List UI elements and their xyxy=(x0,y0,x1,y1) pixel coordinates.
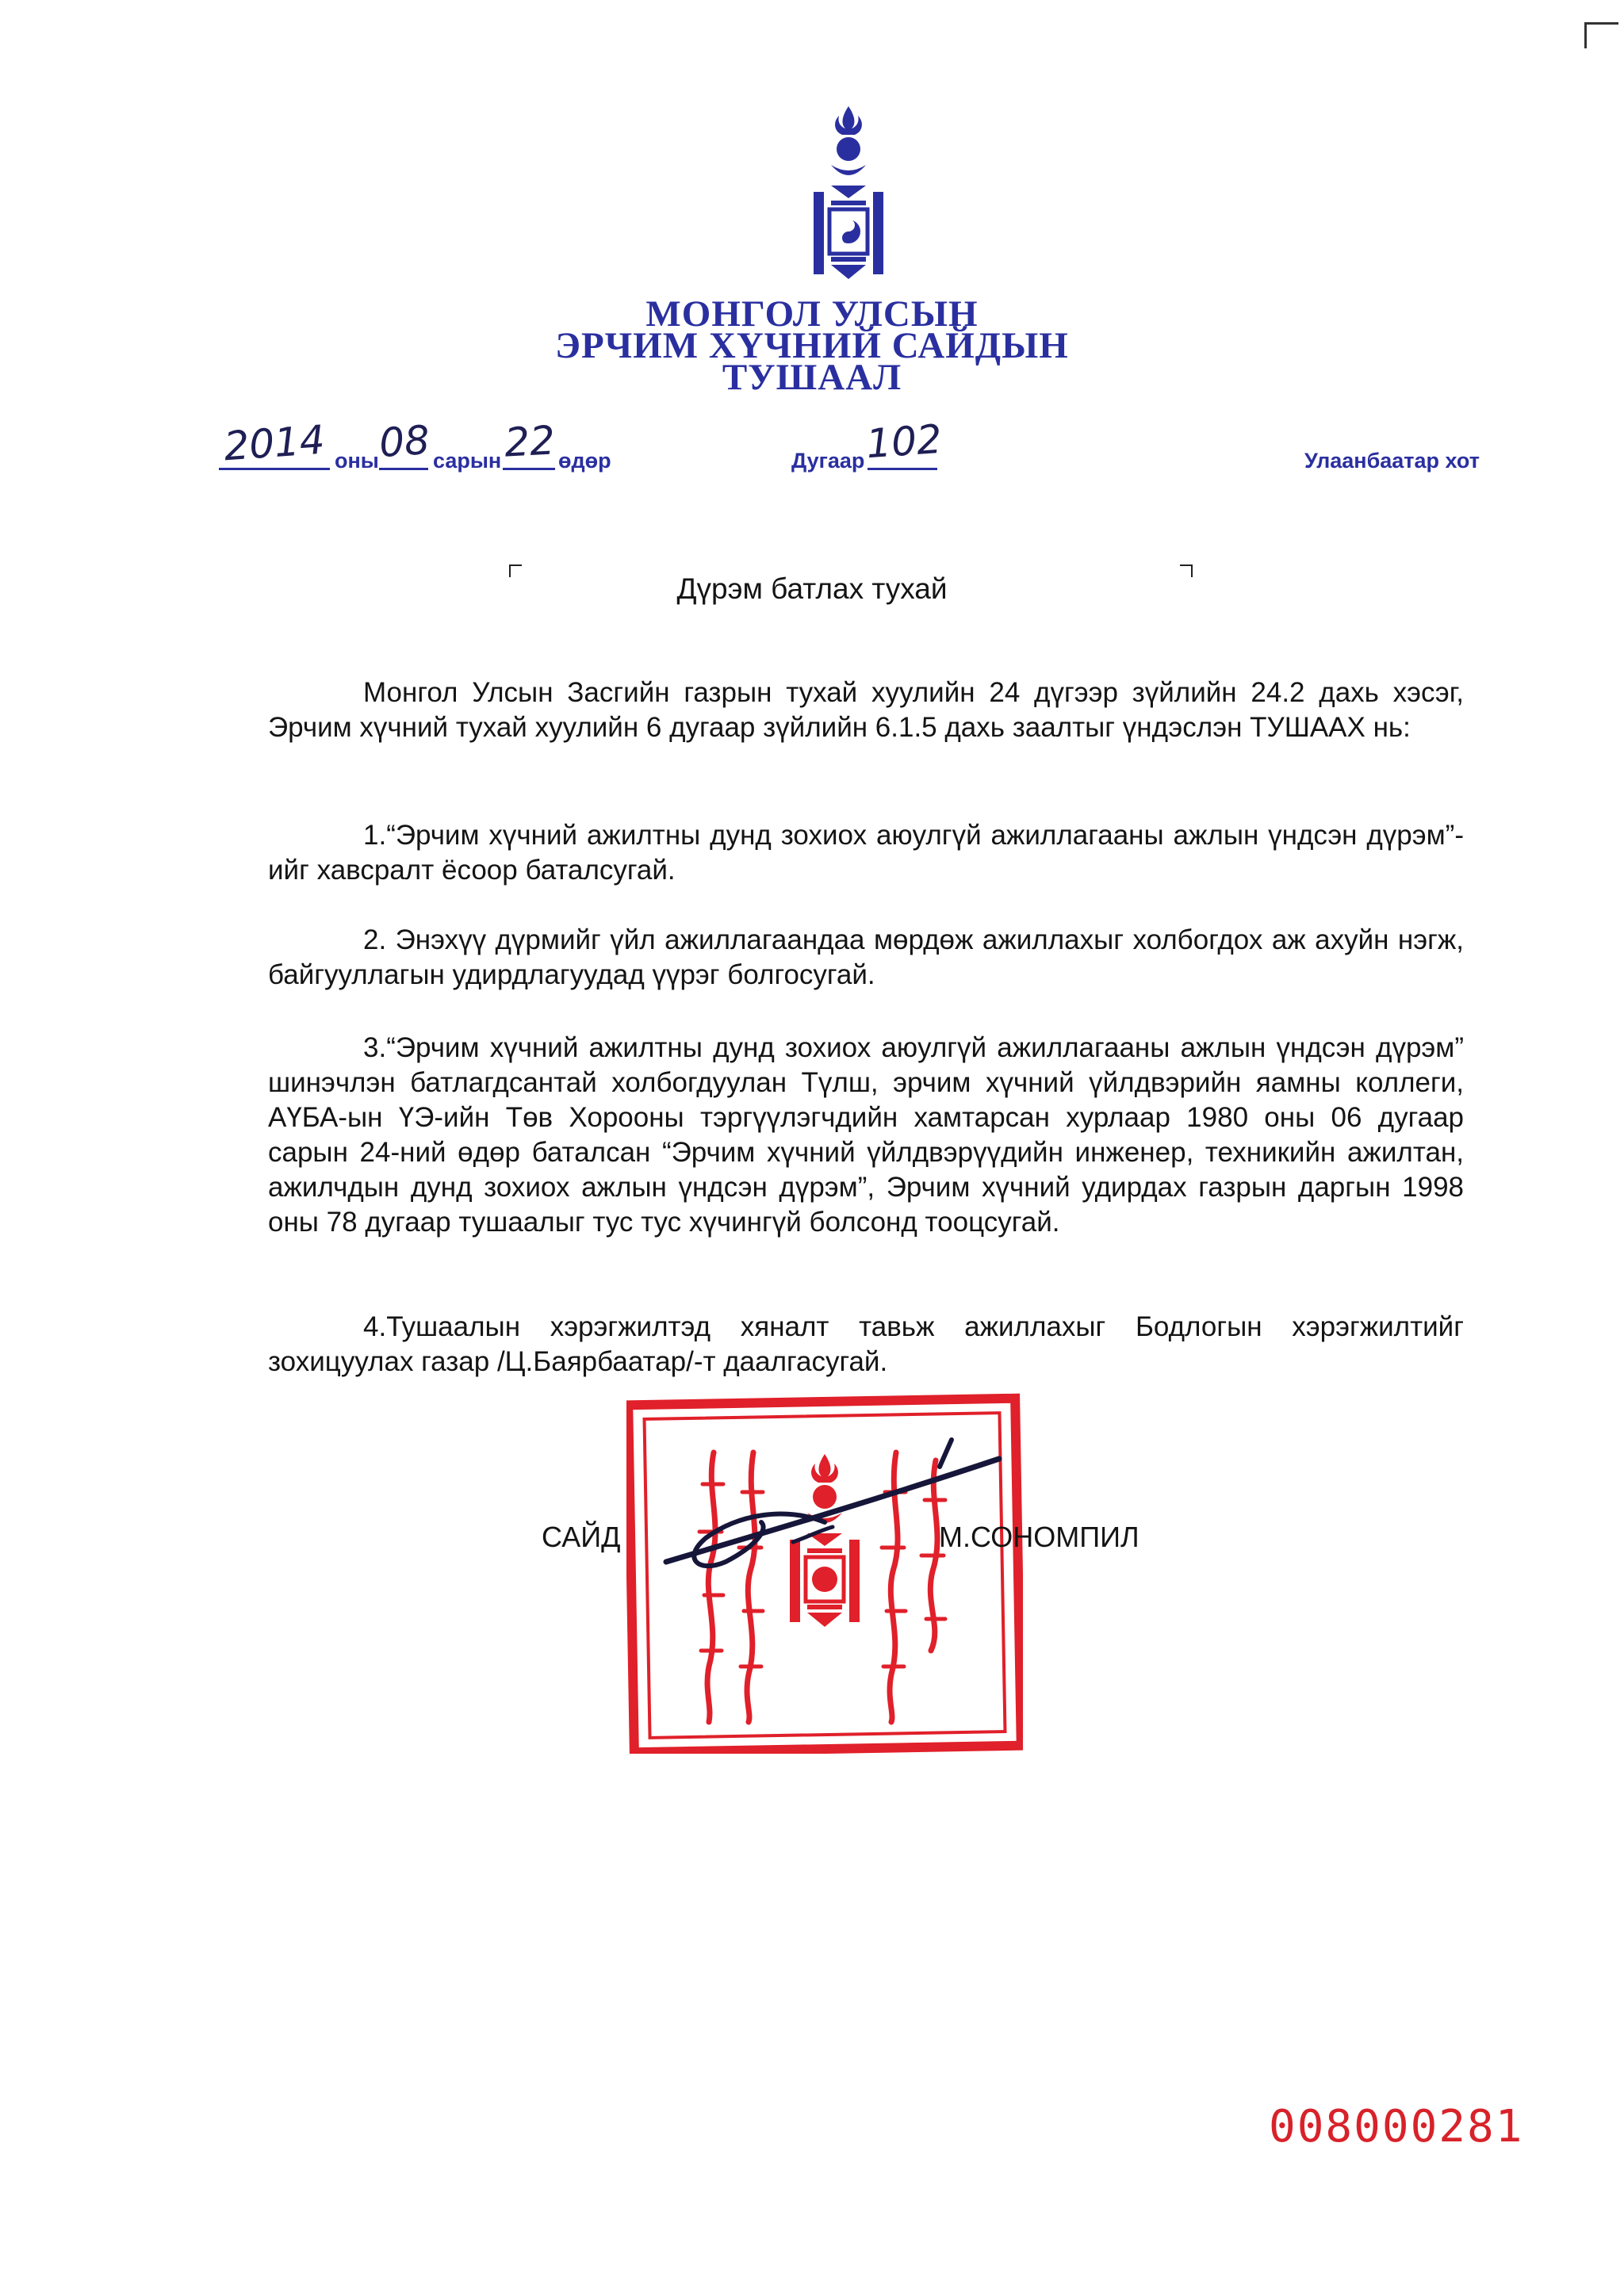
corner-mark-top-right xyxy=(1584,22,1618,48)
handwritten-signature xyxy=(650,1411,1015,1586)
month-underline xyxy=(379,468,428,470)
year-handwritten: 2014 xyxy=(222,416,327,470)
number-label: Дугаар xyxy=(791,449,865,473)
serial-number: 008000281 xyxy=(1269,2101,1524,2152)
header-line-3: ТУШААЛ xyxy=(722,357,902,398)
signature-title: САЙД xyxy=(542,1521,621,1553)
header-line-2: ЭРЧИМ ХҮЧНИЙ САЙДЫН xyxy=(555,325,1069,366)
signature-name: М.СОНОМПИЛ xyxy=(939,1521,1139,1553)
number-handwritten: 102 xyxy=(864,415,944,468)
month-handwritten: 08 xyxy=(377,416,431,467)
paragraph-item-2: 2. Энэхүү дүрмийг үйл ажиллагаандаа мөрдөж ажиллахыг холбогдох аж ахуйн нэгж, байгууллагын удирдлагуудад үүрэг болгосугай. xyxy=(268,924,1464,990)
day-handwritten: 22 xyxy=(503,417,557,466)
month-label: сарын xyxy=(433,449,502,473)
paragraph-preamble: Монгол Улсын Засгийн газрын тухай хуулийн 24 дүгээр зүйлийн 24.2 дахь хэсэг, Эрчим хүчний тухай хуулийн 6 дугаар зүйлийн 6.1.5 дахь заалтыг үндэслэн ТУШААХ нь: xyxy=(268,677,1464,743)
header-line-1: МОНГОЛ УЛСЫН xyxy=(645,293,979,335)
day-label: өдөр xyxy=(558,449,611,473)
paragraph-item-1: 1.“Эрчим хүчний ажилтны дунд зохиох аюулгүй ажиллагааны ажлын үндсэн дүрэм”-ийг хавсралт ёсоор баталсугай. xyxy=(268,820,1464,886)
paragraph-item-3: 3.“Эрчим хүчний ажилтны дунд зохиох аюулгүй ажиллагааны ажлын үндсэн дүрэм” шинэчлэн батлагдсантай холбогдуулан Түлш, эрчим хүчний үйлдвэрийн яамны коллеги, АҮБА-ын ҮЭ-ийн Төв Хорооны тэргүүлэгчдийн хамтарсан хурлаар 1980 оны 06 дугаар сарын 24-ний өдөр баталсан “Эрчим хүчний үйлдвэрүүдийн инженер, техникийн ажилтан, ажилчдын дунд зохиох ажлын үндсэн дүрэм”, Эрчим хүчний удирдах газрын даргын 1998 оны 78 дугаар тушаалыг тус тус хүчингүй болсонд тооцсугай. xyxy=(268,1032,1464,1238)
document-subject: Дүрэм батлах тухай xyxy=(676,572,948,605)
number-underline xyxy=(868,468,937,470)
year-label: оны xyxy=(335,449,379,473)
city-label: Улаанбаатар хот xyxy=(1304,449,1480,473)
paragraph-item-4: 4.Тушаалын хэрэгжилтэд хяналт тавьж ажиллахыг Бодлогын хэрэгжилтийг зохицуулах газар /Ц.Баярбаатар/-т даалгасугай. xyxy=(268,1311,1464,1377)
state-emblem-icon xyxy=(801,103,896,285)
day-underline xyxy=(503,468,555,470)
